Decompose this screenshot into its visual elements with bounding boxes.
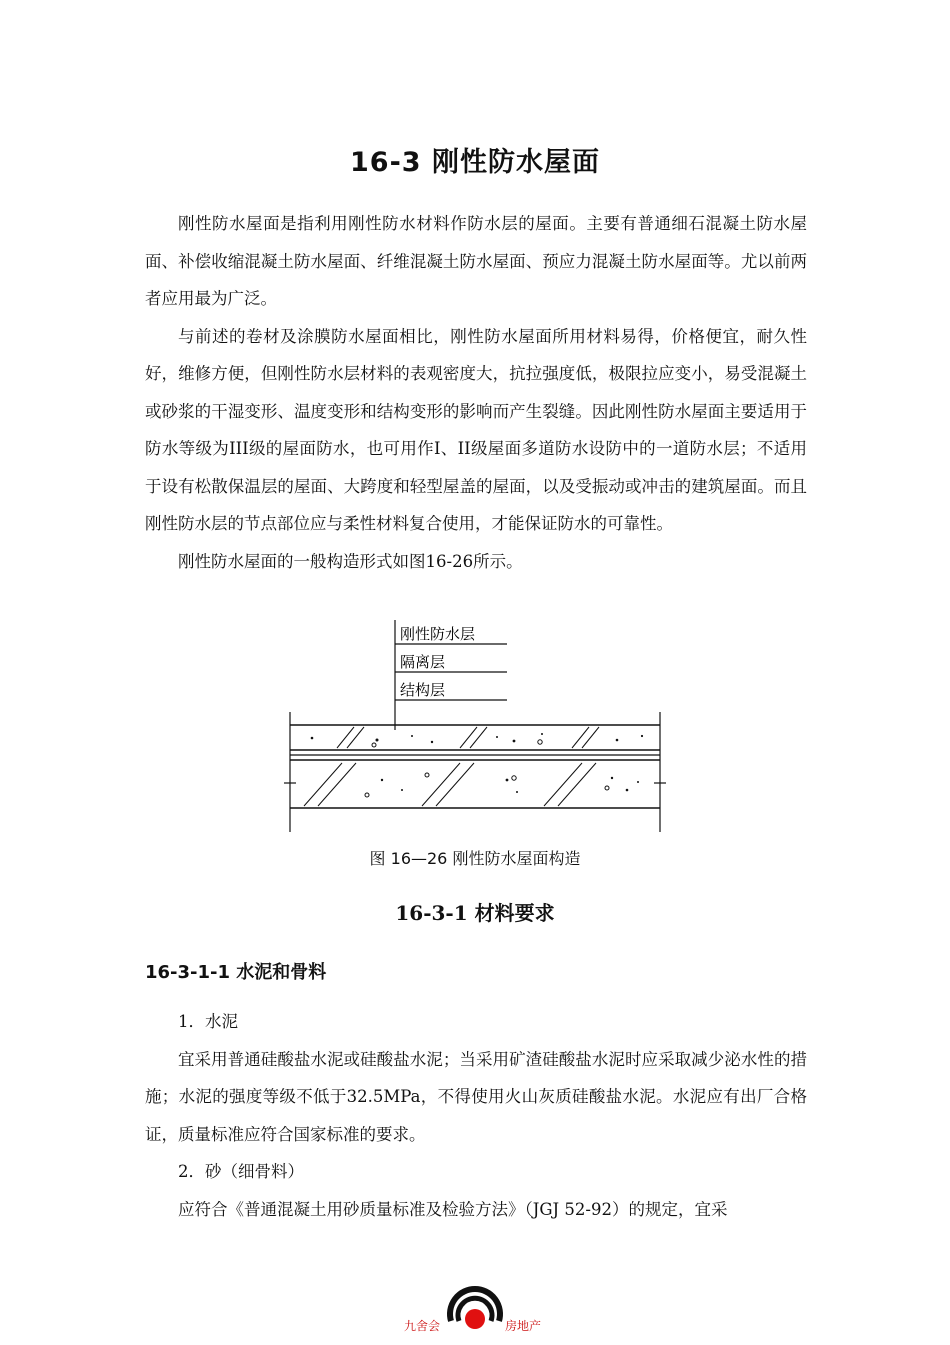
paragraph-3: 刚性防水屋面的一般构造形式如图16-26所示。	[178, 551, 523, 571]
page-footer	[0, 1275, 950, 1345]
subsection-title: 16-3-1-1 水泥和骨料	[145, 962, 327, 983]
footer-left-text: 九舍会	[404, 1319, 441, 1333]
item-cement-text: 宜采用普通硅酸盐水泥或硅酸盐水泥；当采用矿渣硅酸盐水泥时应采取减少泌水性的措施；水泥的强度等级不低于32.5MPa，不得使用火山灰质硅酸盐水泥。水泥应有出厂合格证，质量标准应符合国家标准的要求。	[145, 1049, 807, 1144]
item-sand-heading: 2．砂（细骨料）	[178, 1162, 304, 1181]
page-title: 16-3 刚性防水屋面	[350, 147, 600, 178]
label-isolation-layer: 隔离层	[400, 653, 446, 671]
paragraph-1: 刚性防水屋面是指利用刚性防水材料作防水层的屋面。主要有普通细石混凝土防水屋面、补偿收缩混凝土防水屋面、纤维混凝土防水屋面、预应力混凝土防水屋面等。尤以前两者应用最为广泛。	[145, 214, 807, 308]
label-structural-layer: 结构层	[400, 681, 446, 699]
footer-right-text: 房地产	[505, 1319, 542, 1333]
materials-text	[145, 1003, 807, 1228]
section-title: 16-3-1 材料要求	[395, 901, 555, 925]
roof-structure-diagram	[282, 620, 667, 840]
intro-text	[145, 205, 807, 580]
item-cement-heading: 1．水泥	[178, 1012, 238, 1031]
concentric-arc-logo-icon	[445, 1275, 505, 1335]
roof-structure-figure	[282, 620, 667, 840]
label-rigid-layer: 刚性防水层	[400, 625, 476, 643]
item-sand-text: 应符合《普通混凝土用砂质量标准及检验方法》（JGJ 52-92）的规定，宜采	[178, 1199, 728, 1219]
paragraph-2: 与前述的卷材及涂膜防水屋面相比，刚性防水屋面所用材料易得，价格便宜，耐久性好，维修方便，但刚性防水层材料的表观密度大，抗拉强度低，极限拉应变小，易受混凝土或砂浆的干湿变形、温度变形和结构变形的影响而产生裂缝。因此刚性防水屋面主要适用于防水等级为III级的屋面防水，也可用作I、II级屋面多道防水设防中的一道防水层；不适用于设有松散保温层的屋面、大跨度和轻型屋盖的屋面，以及受振动或冲击的建筑屋面。而且刚性防水层的节点部位应与柔性材料复合使用，才能保证防水的可靠性。	[145, 326, 807, 533]
figure-caption: 图 16—26 刚性防水屋面构造	[369, 849, 581, 868]
